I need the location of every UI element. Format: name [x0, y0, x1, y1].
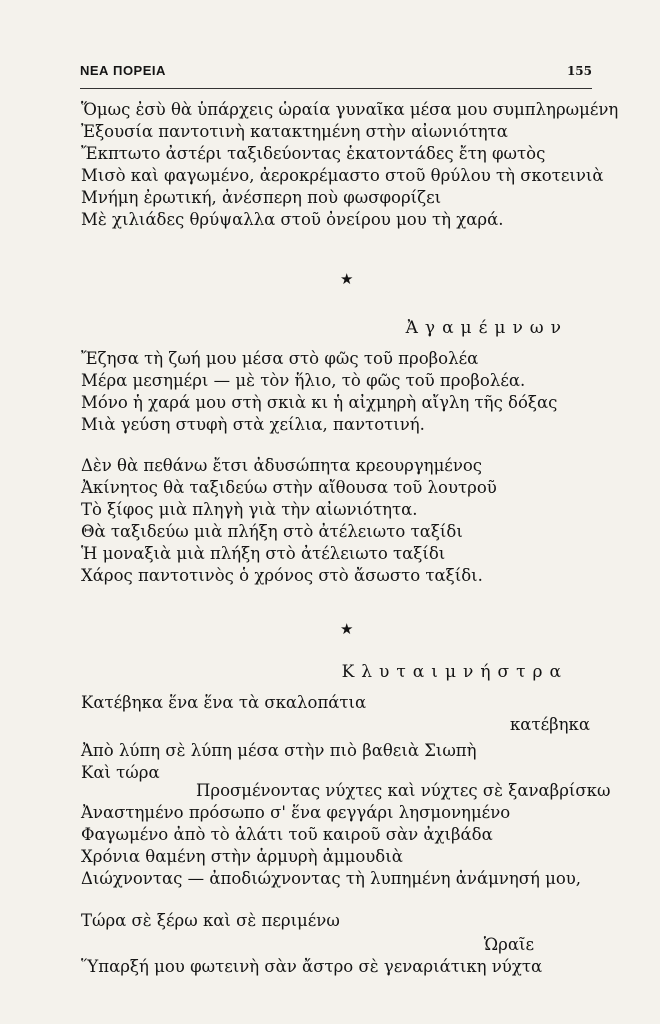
poem-line: Καὶ τώρα	[81, 763, 160, 782]
poem-line: Ἀκίνητος θὰ ταξιδεύω στὴν αἴθουσα τοῦ λουτροῦ	[81, 478, 497, 497]
poem-line: Διώχνοντας — ἀποδιώχνοντας τὴ λυπημένη ἀνάμνησή μου,	[81, 869, 582, 888]
poem-line: Ἀπὸ λύπη σὲ λύπη μέσα στὴν πιὸ βαθειὰ Σιωπὴ	[81, 741, 477, 760]
poem-line: Κατέβηκα ἕνα ἕνα τὰ σκαλοπάτια	[81, 693, 367, 712]
poem-line: Φαγωμένο ἀπὸ τὸ ἀλάτι τοῦ καιροῦ σὰν ἀχιβάδα	[81, 825, 493, 844]
poem-line: Ἔκπτωτο ἀστέρι ταξιδεύοντας ἑκατοντάδες ἔτη φωτὸς	[81, 144, 546, 163]
header-rule	[80, 88, 592, 89]
poem-line: Δὲν θὰ πεθάνω ἔτσι ἀδυσώπητα κρεουργημένος	[81, 456, 483, 475]
poem-line: Θὰ ταξιδεύω μιὰ πλήξη στὸ ἀτέλειωτο ταξίδι	[81, 522, 463, 541]
section-separator-star: ★	[340, 620, 354, 638]
poem-line: Μιὰ γεύση στυφὴ στὰ χείλια, παντοτινή.	[81, 415, 425, 434]
poem-line: Μόνο ἡ χαρά μου στὴ σκιὰ κι ἡ αἰχμηρὴ αἴγλη τῆς δόξας	[81, 393, 558, 412]
poem-line: Μνήμη ἐρωτική, ἀνέσπερη ποὺ φωσφορίζει	[81, 188, 442, 207]
poem-line: Μὲ χιλιάδες θρύψαλλα στοῦ ὀνείρου μου τὴ χαρά.	[81, 210, 504, 229]
poem-line: Ὡραῖε	[483, 935, 534, 954]
poem-line: Χρόνια θαμένη στὴν ἁρμυρὴ ἀμμουδιὰ	[81, 847, 403, 866]
poem-line: Προσμένοντας νύχτες καὶ νύχτες σὲ ξαναβρίσκω	[196, 781, 611, 800]
poem-line: Ἔζησα τὴ ζωή μου μέσα στὸ φῶς τοῦ προβολέα	[81, 349, 479, 368]
poem-line: Ὅμως ἐσὺ θὰ ὑπάρχεις ὡραία γυναῖκα μέσα μου συμπληρωμένη	[81, 100, 619, 119]
poem-line: Ὕπαρξή μου φωτεινὴ σὰν ἄστρο σὲ γεναριάτικη νύχτα	[81, 957, 543, 976]
poem-line: κατέβηκα	[509, 715, 590, 734]
poem-title-agamemnon: Ἀγαμέμνων	[405, 318, 568, 338]
poem-line: Ἀναστημένο πρόσωπο σ' ἕνα φεγγάρι λησμονημένο	[81, 803, 511, 822]
poem-line: Χάρος παντοτινὸς ὁ χρόνος στὸ ἄσωστο ταξίδι.	[81, 566, 483, 585]
poem-line: Ἡ μοναξιὰ μιὰ πλήξη στὸ ἀτέλειωτο ταξίδι	[81, 544, 446, 563]
running-head: ΝΕΑ ΠΟΡΕΙΑ	[80, 63, 166, 78]
poem-title-klytaimnestra: Κλυταιμνήστρα	[341, 662, 568, 682]
poem-line: Τὸ ξίφος μιὰ πληγὴ γιὰ τὴν αἰωνιότητα.	[81, 500, 418, 519]
page-header	[80, 63, 592, 87]
poem-line: Τώρα σὲ ξέρω καὶ σὲ περιμένω	[81, 911, 340, 930]
page-number: 155	[566, 64, 592, 78]
section-separator-star: ★	[340, 270, 354, 288]
poem-line: Μέρα μεσημέρι — μὲ τὸν ἥλιο, τὸ φῶς τοῦ προβολέα.	[81, 371, 526, 390]
poem-line: Ἐξουσία παντοτινὴ κατακτημένη στὴν αἰωνιότητα	[81, 122, 508, 141]
poem-line: Μισὸ καὶ φαγωμένο, ἀεροκρέμαστο στοῦ θρύλου τὴ σκοτεινιὰ	[81, 166, 604, 185]
